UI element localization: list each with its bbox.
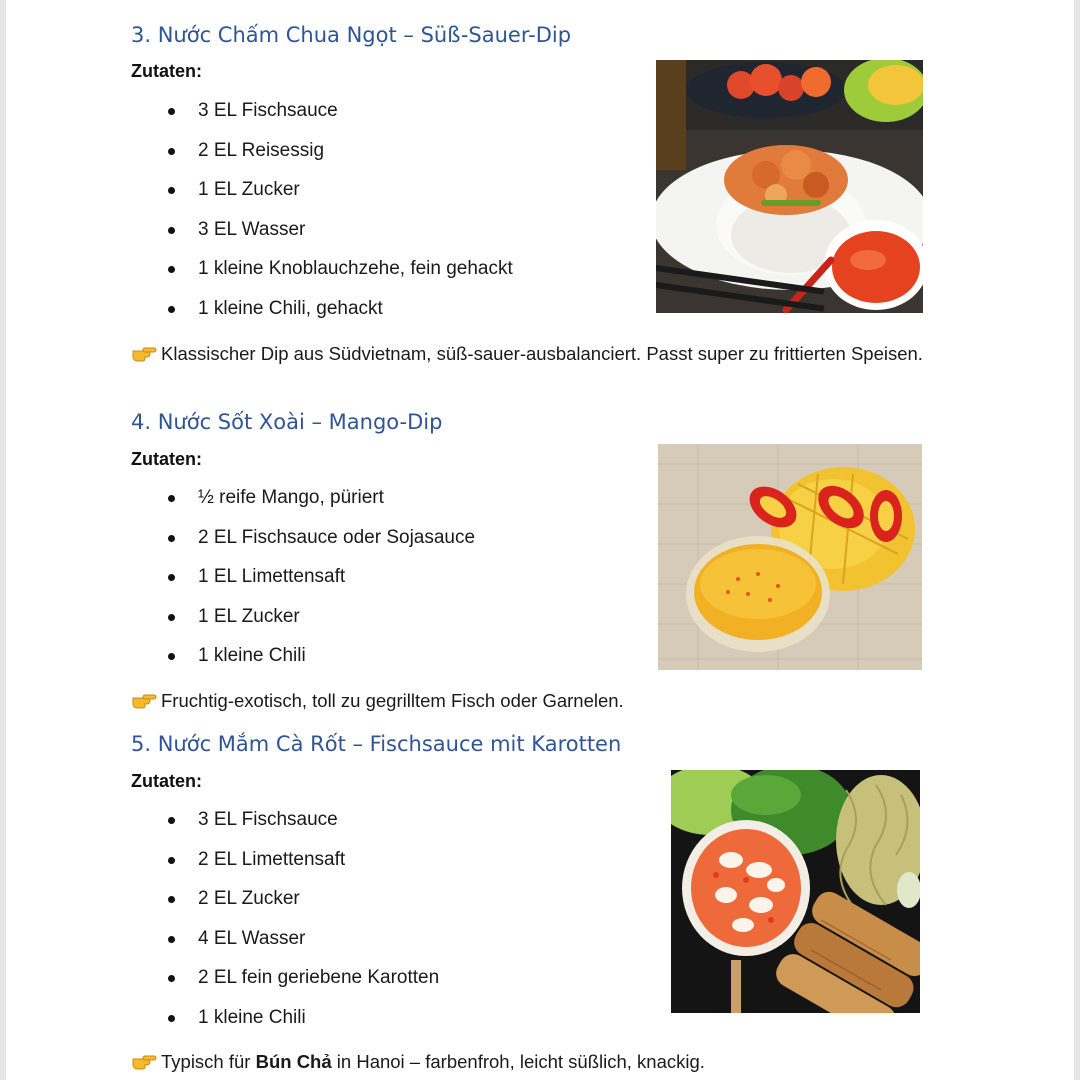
ingredients-label: Zutaten: bbox=[131, 771, 202, 791]
sweet-sour-dip-photo bbox=[656, 60, 923, 313]
carrot-fish-sauce-photo bbox=[671, 770, 920, 1013]
ingredients-list bbox=[131, 484, 475, 682]
recipe-note bbox=[131, 687, 951, 717]
list-item: 2 EL Fischsauce oder Sojasauce bbox=[131, 524, 475, 564]
pointing-hand-icon bbox=[131, 1051, 161, 1078]
list-item: 3 EL Fischsauce bbox=[131, 97, 513, 137]
note-text: Fruchtig-exotisch, toll zu gegrilltem Fisch oder Garnelen. bbox=[161, 690, 624, 711]
note-text-bold: Bún Chả bbox=[255, 1051, 332, 1072]
list-item: 2 EL Reisessig bbox=[131, 137, 513, 177]
note-text: Klassischer Dip aus Südvietnam, süß-sauer-ausbalanciert. Passt super zu frittierten Speisen. bbox=[161, 343, 923, 364]
ingredients-label: Zutaten: bbox=[131, 449, 202, 469]
list-item: 2 EL fein geriebene Karotten bbox=[131, 964, 439, 1004]
ingredients-list bbox=[131, 97, 513, 334]
list-item: 1 kleine Chili, gehackt bbox=[131, 295, 513, 335]
list-item: 3 EL Fischsauce bbox=[131, 806, 439, 846]
ingredients-label: Zutaten: bbox=[131, 61, 202, 81]
list-item: 1 kleine Chili bbox=[131, 642, 475, 682]
pointing-hand-icon bbox=[131, 343, 161, 370]
list-item: 4 EL Wasser bbox=[131, 925, 439, 965]
ingredients-list bbox=[131, 806, 439, 1043]
recipe-heading: 5. Nước Mắm Cà Rốt – Fischsauce mit Karotten bbox=[131, 732, 622, 756]
recipe-heading: 3. Nước Chấm Chua Ngọt – Süß-Sauer-Dip bbox=[131, 23, 572, 47]
document-page bbox=[6, 0, 1074, 1080]
pointing-hand-icon bbox=[131, 690, 161, 717]
list-item: 1 kleine Knoblauchzehe, fein gehackt bbox=[131, 255, 513, 295]
mango-dip-photo bbox=[658, 444, 922, 670]
list-item: 1 EL Zucker bbox=[131, 176, 513, 216]
note-text-suffix: in Hanoi – farbenfroh, leicht süßlich, knackig. bbox=[331, 1051, 705, 1072]
recipe-note bbox=[131, 1048, 951, 1078]
list-item: 3 EL Wasser bbox=[131, 216, 513, 256]
list-item: 1 EL Limettensaft bbox=[131, 563, 475, 603]
list-item: 2 EL Zucker bbox=[131, 885, 439, 925]
list-item: 1 EL Zucker bbox=[131, 603, 475, 643]
note-text-prefix: Typisch für bbox=[161, 1051, 256, 1072]
list-item: ½ reife Mango, püriert bbox=[131, 484, 475, 524]
list-item: 1 kleine Chili bbox=[131, 1004, 439, 1044]
recipe-heading: 4. Nước Sốt Xoài – Mango-Dip bbox=[131, 410, 443, 434]
list-item: 2 EL Limettensaft bbox=[131, 846, 439, 886]
recipe-note bbox=[131, 340, 951, 370]
